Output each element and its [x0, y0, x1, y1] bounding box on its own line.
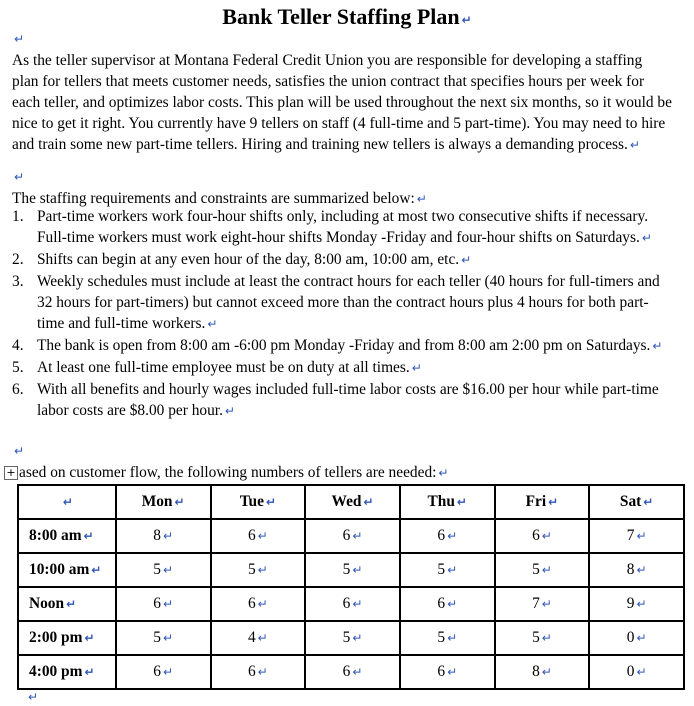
tellers-cell: 9 ↵	[589, 587, 684, 621]
constraint-text: Weekly schedules must include at least the contract hours for each teller (40 hours for full-timers and 32 hours for part-timers) but cannot exceed more than the contract hours plus 4 hours for both part-time and full-time workers.	[37, 273, 660, 332]
cell-mark-icon: ↵	[636, 597, 647, 611]
constraint-item	[0, 335, 672, 357]
tellers-cell: 4 ↵	[211, 621, 306, 655]
paragraph-mark-icon: ↵	[14, 32, 25, 46]
time-slot-label: 4:00 pm ↵	[18, 655, 116, 689]
cell-mark-icon: ↵	[541, 597, 552, 611]
tellers-cell: 6 ↵	[116, 655, 211, 689]
cell-mark-icon: ↵	[541, 665, 552, 679]
constraint-item	[0, 357, 672, 379]
constraints-list	[0, 206, 672, 422]
constraint-text: The bank is open from 8:00 am -6:00 pm Monday -Friday and from 8:00 am 2:00 pm on Saturdays.	[37, 337, 651, 354]
day-header: Mon ↵	[116, 485, 211, 519]
cell-mark-icon: ↵	[174, 495, 185, 509]
cell-mark-icon: ↵	[162, 529, 174, 543]
paragraph-mark-icon: ↵	[224, 404, 235, 418]
cell-mark-icon: ↵	[257, 563, 268, 577]
cell-mark-icon: ↵	[352, 563, 363, 577]
cell-mark-icon: ↵	[257, 597, 268, 611]
cell-mark-icon: ↵	[352, 597, 363, 611]
cell-mark-icon: ↵	[162, 665, 174, 679]
tellers-cell: 5 ↵	[116, 553, 211, 587]
tellers-cell: 6 ↵	[305, 587, 400, 621]
cell-mark-icon: ↵	[62, 495, 73, 509]
paragraph-mark-icon: ↵	[629, 138, 640, 152]
list-number: 4.	[12, 337, 24, 354]
tellers-cell: 7 ↵	[589, 519, 684, 553]
constraint-item	[0, 379, 672, 422]
tellers-needed-intro	[4, 462, 684, 484]
cell-mark-icon: ↵	[643, 495, 654, 509]
empty-paragraph	[26, 688, 38, 706]
cell-mark-icon: ↵	[541, 631, 552, 645]
tellers-cell: 8 ↵	[589, 553, 684, 587]
cell-mark-icon: ↵	[447, 529, 458, 543]
cell-mark-icon: ↵	[257, 529, 268, 543]
paragraph-mark-icon: ↵	[28, 690, 39, 704]
list-number: 1.	[12, 208, 24, 225]
tellers-cell: 5 ↵	[305, 553, 400, 587]
cell-mark-icon: ↵	[636, 665, 647, 679]
tellers-cell: 6 ↵	[116, 587, 211, 621]
tellers-intro-text: ased on customer flow, the following numbers of tellers are needed:	[19, 464, 437, 481]
day-header: Sat ↵	[589, 485, 684, 519]
paragraph-mark-icon: ↵	[416, 192, 427, 206]
paragraph-mark-icon: ↵	[14, 444, 25, 458]
constraint-item	[0, 206, 672, 249]
table-corner-cell	[18, 485, 116, 519]
empty-paragraph	[12, 30, 24, 48]
tellers-cell: 5 ↵	[400, 553, 495, 587]
tellers-cell: 0 ↵	[589, 655, 684, 689]
paragraph-mark-icon: ↵	[207, 317, 218, 331]
paragraph-mark-icon: ↵	[461, 13, 472, 27]
cell-mark-icon: ↵	[257, 665, 268, 679]
constraints-intro-text: The staffing requirements and constraints are summarized below:	[12, 190, 415, 207]
tellers-cell: 7 ↵	[495, 587, 590, 621]
tellers-needed-table	[17, 484, 685, 690]
cell-mark-icon: ↵	[265, 495, 276, 509]
table-row	[18, 655, 684, 689]
cell-mark-icon: ↵	[352, 631, 363, 645]
cell-mark-icon: ↵	[541, 563, 552, 577]
day-header: Fri ↵	[495, 485, 590, 519]
constraint-text: At least one full-time employee must be on duty at all times.	[37, 359, 410, 376]
time-slot-label: 8:00 am ↵	[18, 519, 116, 553]
empty-paragraph	[12, 442, 24, 460]
tellers-cell: 6 ↵	[400, 519, 495, 553]
list-number: 2.	[12, 251, 24, 268]
title-text: Bank Teller Staffing Plan	[222, 4, 460, 29]
paragraph-mark-icon: ↵	[411, 361, 422, 375]
empty-paragraph	[12, 168, 24, 186]
tellers-cell: 6 ↵	[305, 655, 400, 689]
cell-mark-icon: ↵	[447, 631, 458, 645]
tellers-cell: 5 ↵	[400, 621, 495, 655]
constraint-item	[0, 271, 672, 335]
tellers-cell: 6 ↵	[305, 519, 400, 553]
cell-mark-icon: ↵	[66, 597, 77, 611]
table-row	[18, 519, 684, 553]
tellers-cell: 8 ↵	[495, 655, 590, 689]
cell-mark-icon: ↵	[636, 563, 647, 577]
constraint-text: Shifts can begin at any even hour of the day, 8:00 am, 10:00 am, etc.	[37, 251, 460, 268]
time-slot-label: 10:00 am ↵	[18, 553, 116, 587]
tellers-cell: 6 ↵	[211, 655, 306, 689]
table-header-row	[18, 485, 684, 519]
document-title	[0, 4, 694, 33]
table-row	[18, 553, 684, 587]
time-slot-label: 2:00 pm ↵	[18, 621, 116, 655]
tellers-cell: 5 ↵	[495, 621, 590, 655]
list-number: 3.	[12, 273, 24, 290]
table-move-handle-icon[interactable]: +	[4, 466, 18, 480]
tellers-cell: 5 ↵	[495, 553, 590, 587]
constraint-text: With all benefits and hourly wages included full-time labor costs are $16.00 per hour while part-time labor costs are $8.00 per hour.	[37, 381, 659, 419]
cell-mark-icon: ↵	[363, 495, 374, 509]
table-row	[18, 621, 684, 655]
tellers-cell: 5 ↵	[211, 553, 306, 587]
paragraph-mark-icon: ↵	[461, 253, 472, 267]
day-header: Tue ↵	[211, 485, 306, 519]
paragraph-mark-icon: ↵	[652, 339, 663, 353]
paragraph-mark-icon: ↵	[438, 466, 449, 480]
cell-mark-icon: ↵	[636, 529, 647, 543]
tellers-cell: 6 ↵	[211, 587, 306, 621]
cell-mark-icon: ↵	[91, 563, 102, 577]
tellers-cell: 8 ↵	[116, 519, 211, 553]
tellers-cell: 6 ↵	[400, 587, 495, 621]
cell-mark-icon: ↵	[352, 529, 363, 543]
paragraph-mark-icon: ↵	[14, 170, 25, 184]
cell-mark-icon: ↵	[83, 529, 94, 543]
tellers-cell: 6 ↵	[495, 519, 590, 553]
cell-mark-icon: ↵	[548, 495, 559, 509]
cell-mark-icon: ↵	[447, 563, 458, 577]
cell-mark-icon: ↵	[162, 631, 174, 645]
cell-mark-icon: ↵	[162, 563, 174, 577]
constraint-text: Part-time workers work four-hour shifts only, including at most two consecutive shifts if necessary. Full-time workers must work eight-hour shifts Monday -Friday and four-hour shifts on Saturdays.	[37, 208, 649, 246]
day-header: Thu ↵	[400, 485, 495, 519]
intro-paragraph	[12, 50, 672, 156]
cell-mark-icon: ↵	[447, 665, 458, 679]
cell-mark-icon: ↵	[84, 631, 95, 645]
constraint-item	[0, 249, 672, 271]
list-number: 5.	[12, 359, 24, 376]
tellers-cell: 6 ↵	[400, 655, 495, 689]
table-row	[18, 587, 684, 621]
cell-mark-icon: ↵	[162, 597, 174, 611]
tellers-cell: 5 ↵	[116, 621, 211, 655]
cell-mark-icon: ↵	[456, 495, 467, 509]
intro-text: As the teller supervisor at Montana Federal Credit Union you are responsible for developing a staffing plan for tellers that meets customer needs, satisfies the union contract that specifies hours per week for each teller, and optimizes labor costs. This plan will be used throughout the next six months, so it would be nice to get it right. You currently have 9 tellers on staff (4 full-time and 5 part-time). You may need to hire and train some new part-time tellers. Hiring and training new tellers is always a demanding process.	[12, 52, 672, 153]
time-slot-label: Noon ↵	[18, 587, 116, 621]
cell-mark-icon: ↵	[541, 529, 552, 543]
cell-mark-icon: ↵	[84, 665, 95, 679]
tellers-cell: 5 ↵	[305, 621, 400, 655]
cell-mark-icon: ↵	[257, 631, 268, 645]
tellers-cell: 0 ↵	[589, 621, 684, 655]
day-header: Wed ↵	[305, 485, 400, 519]
list-number: 6.	[12, 381, 24, 398]
cell-mark-icon: ↵	[352, 665, 363, 679]
cell-mark-icon: ↵	[447, 597, 458, 611]
tellers-cell: 6 ↵	[211, 519, 306, 553]
cell-mark-icon: ↵	[636, 631, 647, 645]
paragraph-mark-icon: ↵	[641, 231, 652, 245]
